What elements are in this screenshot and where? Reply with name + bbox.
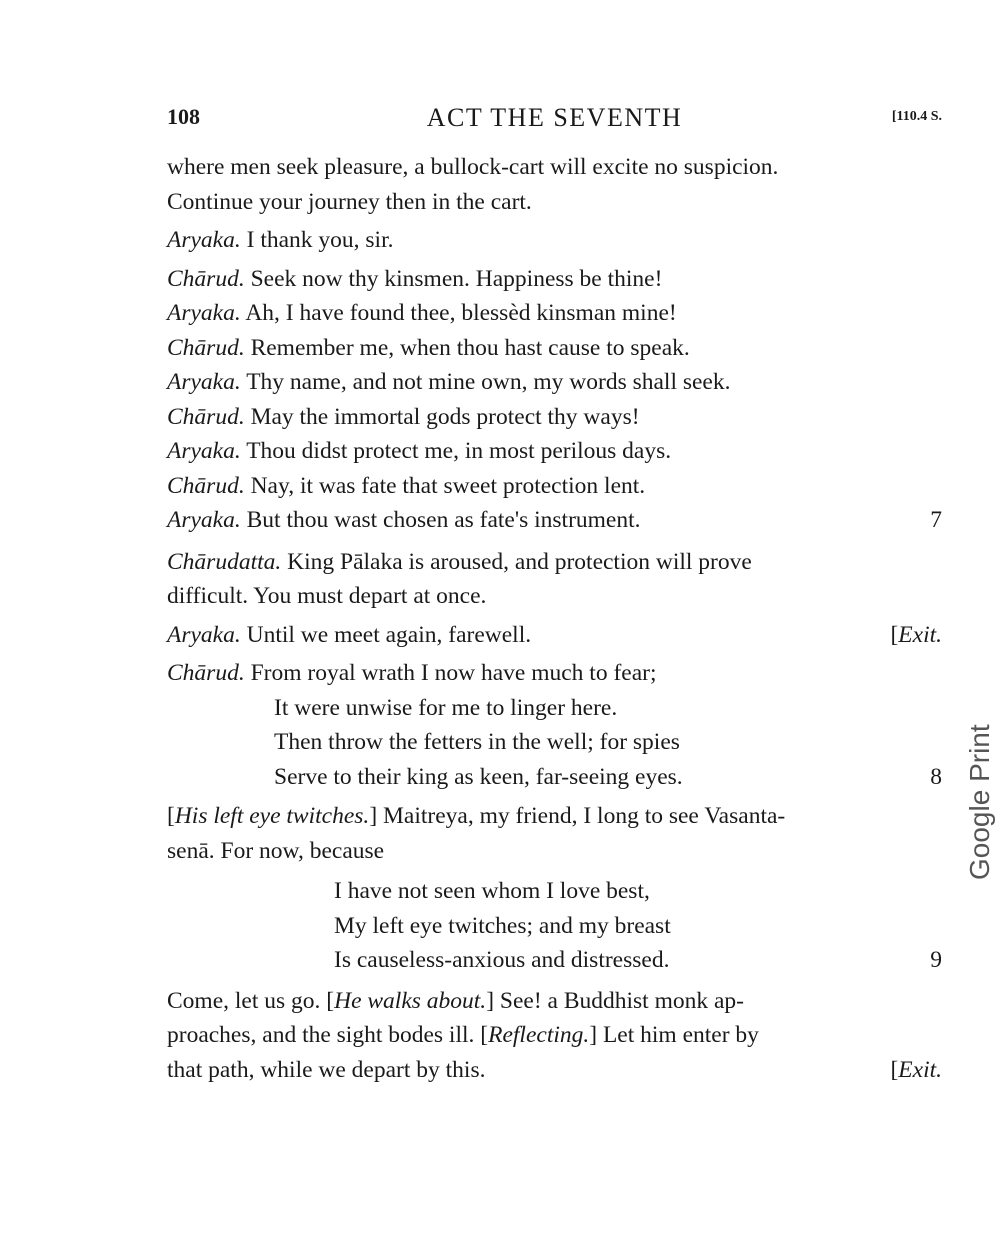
speaker-name: Chārud.	[167, 403, 245, 430]
dialogue-line	[167, 618, 942, 653]
dialogue-text: Until we meet again, farewell.	[240, 621, 532, 648]
exit-direction	[890, 1053, 942, 1088]
text: Continue your journey then in the cart.	[167, 188, 532, 215]
text-line	[167, 579, 942, 614]
dialogue-line	[167, 296, 942, 331]
verse-line	[167, 874, 942, 909]
bracket: ]	[369, 803, 378, 829]
speaker-name: Aryaka.	[167, 300, 241, 326]
verse-text: Then throw the fetters in the well; for spies	[274, 729, 680, 755]
verse-text: Is causeless-anxious and distressed.	[334, 947, 670, 973]
text: Maitreya, my friend, I long to see Vasanta-	[377, 803, 786, 829]
bracket: [	[890, 1056, 899, 1083]
stage-direction: He walks about.	[334, 987, 487, 1014]
text-line	[167, 150, 942, 185]
text: Come, let us go. [	[167, 987, 335, 1014]
text-line	[167, 1053, 942, 1088]
bracket: [	[167, 803, 175, 829]
text-line	[167, 545, 942, 580]
verse-text: It were unwise for me to linger here.	[274, 694, 618, 721]
dialogue-text: Nay, it was fate that sweet protection lent.	[244, 472, 646, 499]
dialogue-line	[167, 365, 942, 400]
speaker-name: Aryaka.	[167, 227, 241, 253]
paragraph-charudatta	[167, 545, 942, 614]
speaker-name: Aryaka.	[167, 621, 241, 648]
text: proaches, and the sight bodes ill. [	[167, 1022, 489, 1048]
dialogue-text: May the immortal gods protect thy ways!	[244, 403, 640, 430]
speaker-name: Chārud.	[167, 472, 245, 499]
dialogue-line	[167, 331, 942, 366]
google-print-watermark: Google Print	[964, 724, 995, 880]
page-header	[167, 104, 942, 136]
text: senā. For now, because	[167, 837, 385, 864]
dialogue-text: Thou didst protect me, in most perilous days.	[240, 438, 672, 464]
verse-line	[167, 760, 942, 795]
text-line	[167, 185, 942, 220]
verse-text: My left eye twitches; and my breast	[334, 912, 671, 939]
dialogue-line	[167, 469, 942, 504]
page-number: 108	[167, 104, 200, 129]
verse-line	[167, 691, 942, 726]
dialogue-text: Seek now thy kinsmen. Happiness be thine!	[244, 265, 663, 292]
stage-direction: Reflecting.	[488, 1022, 590, 1048]
dialogue-line	[167, 262, 942, 297]
speaker-name: Aryaka.	[167, 369, 241, 395]
page-body	[167, 150, 942, 1087]
verse-number: 9	[930, 947, 942, 973]
exit-text: Exit.	[898, 1056, 942, 1083]
verse-text: Serve to their king as keen, far-seeing eyes.	[274, 763, 683, 790]
dialogue-text: But thou wast chosen as fate's instrument.	[240, 507, 641, 533]
verse-number: 7	[930, 507, 942, 533]
dialogue-text: I thank you, sir.	[240, 227, 394, 253]
speaker-name: Chārud.	[167, 334, 245, 361]
speaker-name: Chārud.	[167, 660, 245, 686]
speaker-name: Aryaka.	[167, 507, 241, 533]
dialogue-text: Remember me, when thou hast cause to speak.	[244, 334, 690, 361]
text-line	[167, 799, 942, 834]
verse-line	[167, 909, 942, 944]
text: where men seek pleasure, a bullock-cart will excite no suspicion.	[167, 154, 779, 180]
page-reference: [110.4 S.	[891, 109, 942, 124]
text: ] Let him enter by	[589, 1022, 759, 1048]
bracket: [	[890, 621, 899, 648]
verse-number: 8	[930, 763, 942, 790]
dialogue-text: Thy name, and not mine own, my words shall seek.	[240, 369, 731, 395]
speaker-name: Aryaka.	[167, 438, 241, 464]
verse-line	[167, 943, 942, 978]
text: that path, while we depart by this.	[167, 1056, 486, 1083]
dialogue-text: Ah, I have found thee, blessèd kinsman mine!	[240, 300, 677, 326]
dialogue-line	[167, 434, 942, 469]
verse-text: I have not seen whom I love best,	[334, 878, 650, 904]
text: difficult. You must depart at once.	[167, 583, 487, 609]
dialogue-line	[167, 223, 942, 258]
dialogue-line	[167, 503, 942, 538]
text: ] See! a Buddhist monk ap-	[486, 987, 744, 1014]
stage-direction: His left eye twitches.	[174, 803, 370, 829]
dialogue-line	[167, 400, 942, 435]
verse-line	[167, 725, 942, 760]
dialogue-text: King Pālaka is aroused, and protection will prove	[281, 548, 752, 575]
speaker-name: Chārud.	[167, 265, 245, 292]
verse-line	[167, 656, 942, 691]
speaker-name: Chārudatta.	[167, 548, 282, 575]
verse-text: From royal wrath I now have much to fear;	[244, 660, 657, 686]
exit-text: Exit.	[898, 621, 942, 648]
text-line	[167, 984, 942, 1019]
text-line	[167, 834, 942, 869]
text-line	[167, 1018, 942, 1053]
running-title: ACT THE SEVENTH	[426, 103, 683, 132]
exit-direction	[890, 618, 942, 653]
